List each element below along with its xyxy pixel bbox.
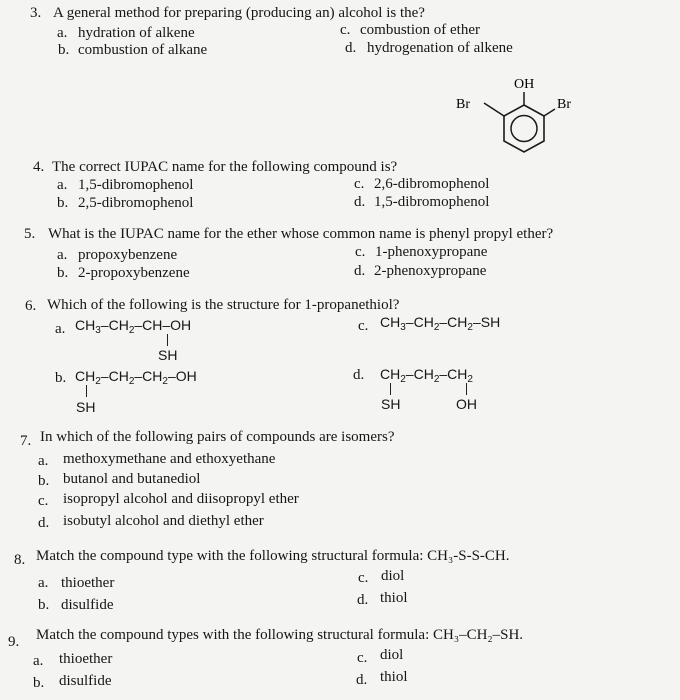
q6-b-bond [86,385,87,397]
q7-number: 7. [20,433,32,449]
q5-option-a-letter: a. [57,247,68,263]
q6-option-b-letter: b. [55,370,67,386]
q4-number: 4. [33,159,45,175]
q9-option-a: thioether [59,651,113,667]
q7-option-d-letter: d. [38,515,50,531]
aromatic-circle [511,116,537,142]
q6-a-bond [167,334,168,346]
q9-number: 9. [8,634,20,650]
q6-d-bond-oh [466,383,467,395]
q9-option-b: disulfide [59,673,112,689]
q6-option-d-sh: SH [381,396,401,412]
q6-option-d-letter: d. [353,367,365,383]
q8-option-d-letter: d. [357,592,369,608]
q4-option-a-letter: a. [57,177,68,193]
q8-option-d: thiol [380,590,408,606]
q3-option-a-letter: a. [57,25,68,41]
q4-option-d-letter: d. [354,194,366,210]
benzene-ring [504,105,544,152]
q6-number: 6. [25,298,37,314]
q5-option-c: 1-phenoxypropane [375,244,488,260]
q3-option-b: combustion of alkane [78,42,208,58]
q8-option-c: diol [381,568,405,584]
q6-option-c-formula: $CH_3-CH_2-CH_2-SH$ [380,314,501,333]
q5-number: 5. [24,226,36,242]
q9-text: Match the compound types with the following structural formula: CH₃–CH₂–SH. [36,627,524,643]
q9-option-c: diol [380,647,404,663]
q9-option-d-letter: d. [356,672,368,688]
q3-option-b-letter: b. [58,42,70,58]
q8-option-a-letter: a. [38,575,49,591]
q7-option-c: isopropyl alcohol and diisopropyl ether [63,491,299,507]
br-left-label: Br [456,97,470,112]
q6-option-c-letter: c. [358,318,369,334]
q4-option-b: 2,5-dibromophenol [78,195,194,211]
q8-option-a: thioether [61,575,115,591]
q3-option-c-letter: c. [340,22,351,38]
q5-option-d-letter: d. [354,263,366,279]
q7-option-b: butanol and butanediol [63,471,201,487]
q3-text: A general method for preparing (producing an) alcohol is the? [53,5,425,21]
br-right-bond [544,109,555,116]
q6-option-d-formula: $CH_2-CH_2-CH_2$ [380,366,473,385]
q8-option-b-letter: b. [38,597,50,613]
q9-option-a-letter: a. [33,653,44,669]
q6-option-b-formula: $CH_2-CH_2-CH_2-OH$ [75,368,197,387]
q8-text: Match the compound type with the following structural formula: CH₃-S-S-CH. [36,548,510,564]
br-left-bond [484,103,504,116]
q3-option-c: combustion of ether [360,22,480,38]
q9-option-c-letter: c. [357,650,368,666]
q7-option-c-letter: c. [38,493,49,509]
q4-option-c-letter: c. [354,176,365,192]
q3-number: 3. [30,5,42,21]
q5-option-a: propoxybenzene [78,247,178,263]
q6-d-bond-sh [390,383,391,395]
q5-option-b: 2-propoxybenzene [78,265,190,281]
q5-text: What is the IUPAC name for the ether whose common name is phenyl propyl ether? [48,226,554,242]
q8-option-b: disulfide [61,597,114,613]
q6-option-b-sh: SH [76,399,96,415]
q4-option-c: 2,6-dibromophenol [374,176,490,192]
q9-option-d: thiol [380,669,408,685]
q6-option-d-oh: OH [456,396,477,412]
q8-number: 8. [14,552,26,568]
q3-option-d: hydrogenation of alkene [367,40,513,56]
q7-text: In which of the following pairs of compounds are isomers? [40,429,395,445]
q3-option-a: hydration of alkene [78,25,195,41]
q7-option-a: methoxymethane and ethoxyethane [63,451,276,467]
q6-option-a-formula: $CH_3-CH_2-CH-OH$ [75,317,192,336]
q5-option-c-letter: c. [355,244,366,260]
q6-text: Which of the following is the structure for 1-propanethiol? [47,297,400,313]
q7-option-d: isobutyl alcohol and diethyl ether [63,513,264,529]
dibromophenol-structure [440,70,580,180]
q4-option-a: 1,5-dibromophenol [78,177,194,193]
q5-option-b-letter: b. [57,265,69,281]
q7-option-a-letter: a. [38,453,49,469]
q8-option-c-letter: c. [358,570,369,586]
q5-option-d: 2-phenoxypropane [374,263,487,279]
q4-option-b-letter: b. [57,195,69,211]
q6-option-a-letter: a. [55,321,66,337]
q4-option-d: 1,5-dibromophenol [374,194,490,210]
q6-option-a-sh: SH [158,347,178,363]
q7-option-b-letter: b. [38,473,50,489]
q9-option-b-letter: b. [33,675,45,691]
oh-label: OH [514,77,535,92]
br-right-label: Br [557,97,571,112]
q3-option-d-letter: d. [345,40,357,56]
q4-text: The correct IUPAC name for the following compound is? [52,159,398,175]
